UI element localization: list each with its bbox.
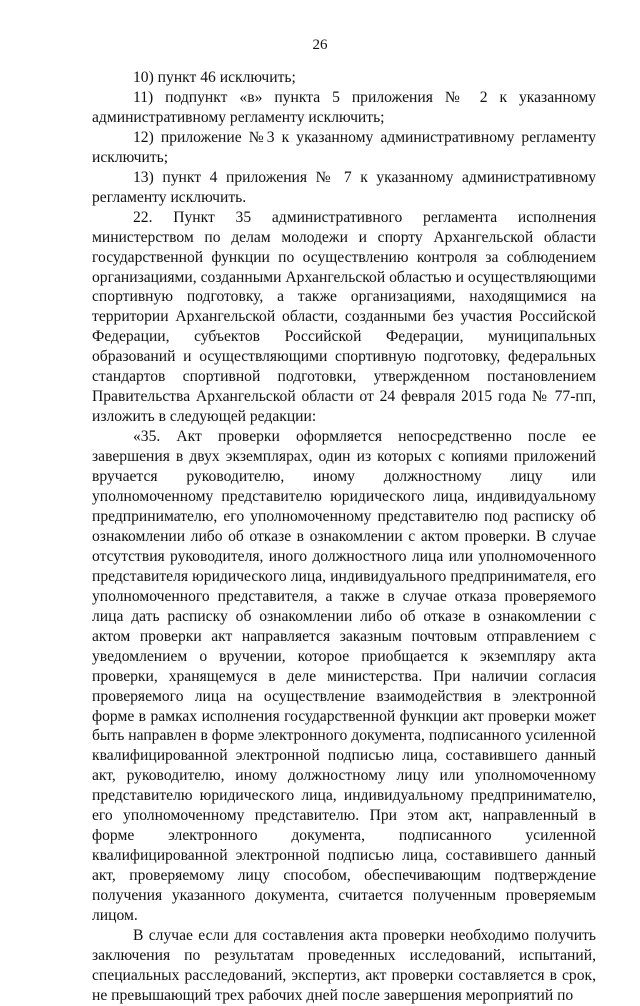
item-13: 13) пункт 4 приложения № 7 к указанному административному регламенту исключить. <box>92 168 596 206</box>
quoted-paragraph-35: «35. Акт проверки оформляется непосредственно после ее завершения в двух экземплярах, один из которых с копиями приложений вручается руководителю, иному должностному лицу или уполномоченному представителю юридического лица, индивидуальному предпринимателю, его уполномоченному представителю под расписку об ознакомлении либо об отказе в ознакомлении с актом проверки. В случае отсутствия руководителя, иного должностного лица или уполномоченного представителя юридического лица, индивидуального предпринимателя, его уполномоченного представителя, а также в случае отказа проверяемого лица дать расписку об ознакомлении либо об отказе в ознакомлении с актом проверки акт направляется заказным почтовым отправлением с уведомлением о вручении, которое приобщается к экземпляру акта проверки, хранящемуся в деле министерства. При наличии согласия проверяемого лица на осуществление взаимодействия в электронной форме в рамках исполнения государственной функции акт проверки может быть направлен в форме электронного документа, подписанного усиленной квалифицированной электронной подписью лица, составившего данный акт, руководителю, иному должностному лицу или уполномоченному представителю юридического лица, индивидуальному предпринимателю, его уполномоченному представителю. При этом акт, направленный в форме электронного документа, подписанного усиленной квалифицированной электронной подписью лица, составившего данный акт, проверяемому лицу способом, обеспечивающим подтверждение получения указанного документа, считается полученным проверяемым лицом. <box>92 428 596 925</box>
item-12: 12) приложение №3 к указанному административному регламенту исключить; <box>92 128 596 166</box>
paragraph-22: 22. Пункт 35 административного регламента исполнения министерством по делам молодежи и спорту Архангельской области государственной функции по осуществлению контроля за соблюдением организациями, созданными Архангельской областью и осуществляющими спортивную подготовку, а также организациями, находящимися на территории Архангельской области, созданными без участия Российской Федерации, субъектов Российской Федерации, муниципальных образований и осуществляющими спортивную подготовку, федеральных стандартов спортивной подготовки, утвержденном постановлением Правительства Архангельской области от 24 февраля 2015 года № 77-пп, изложить в следующей редакции: <box>92 208 596 426</box>
document-body <box>92 68 596 1006</box>
paragraph-conclusion: В случае если для составления акта проверки необходимо получить заключения по результатам проведенных исследований, испытаний, специальных расследований, экспертиз, акт проверки составляется в срок, не превышающий трех рабочих дней после завершения мероприятий по <box>92 926 596 1004</box>
page-number: 26 <box>312 37 328 53</box>
item-10: 10) пункт 46 исключить; <box>133 69 296 86</box>
item-11: 11) подпункт «в» пункта 5 приложения № 2 к указанному административному регламенту исключить; <box>92 88 596 126</box>
